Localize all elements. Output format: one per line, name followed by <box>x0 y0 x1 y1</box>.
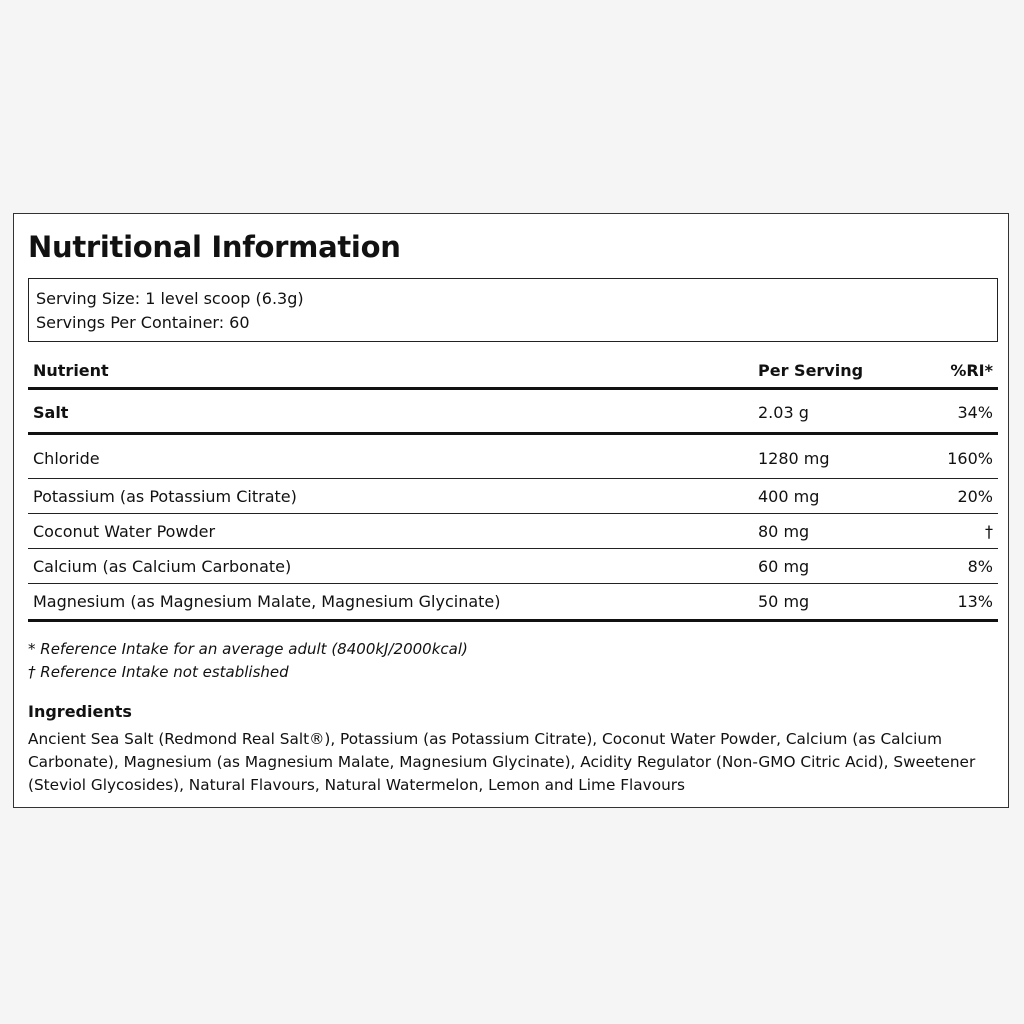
ri-value: 160% <box>947 449 993 468</box>
header-ri: %RI* <box>950 361 993 380</box>
ri-value: † <box>985 522 993 541</box>
page-title: Nutritional Information <box>28 230 401 264</box>
table-row <box>28 435 998 479</box>
nutrient-name: Chloride <box>33 449 100 468</box>
table-header <box>28 352 998 390</box>
header-per-serving: Per Serving <box>758 361 864 380</box>
nutrient-name: Magnesium (as Magnesium Malate, Magnesium Glycinate) <box>33 592 501 611</box>
table-row <box>28 549 998 584</box>
ri-value: 20% <box>957 487 993 506</box>
footnotes <box>28 638 468 684</box>
nutrient-name: Coconut Water Powder <box>33 522 216 541</box>
nutrient-name: Calcium (as Calcium Carbonate) <box>33 557 292 576</box>
nutrition-table <box>28 352 998 622</box>
ingredients-heading: Ingredients <box>28 702 132 721</box>
footnote-not-established: † Reference Intake not established <box>28 663 289 681</box>
table-row <box>28 514 998 549</box>
nutrition-panel <box>13 213 1009 808</box>
per-serving-value: 1280 mg <box>758 449 830 468</box>
header-nutrient: Nutrient <box>33 361 109 380</box>
per-serving-value: 80 mg <box>758 522 810 541</box>
serving-info-box <box>28 278 998 342</box>
ri-value: 34% <box>957 403 993 422</box>
per-serving-value: 50 mg <box>758 592 810 611</box>
per-serving-value: 60 mg <box>758 557 810 576</box>
footnote-ri: * Reference Intake for an average adult (8400kJ/2000kcal) <box>28 640 468 658</box>
table-row <box>28 584 998 622</box>
ingredients-text: Ancient Sea Salt (Redmond Real Salt®), Potassium (as Potassium Citrate), Coconut Water Powder, Calcium (as Calcium Carbonate), Magnesium (as Magnesium Malate, Magnesium Glycinate), Acidity Regulator (Non-GMO Citric Acid), Sweetener (Steviol Glycosides), Natural Flavours, Natural Watermelon, Lemon and Lime Flavours <box>28 730 976 794</box>
ri-value: 13% <box>957 592 993 611</box>
serving-size: Serving Size: 1 level scoop (6.3g) <box>36 289 304 308</box>
ri-value: 8% <box>967 557 993 576</box>
per-serving-value: 2.03 g <box>758 403 809 422</box>
per-serving-value: 400 mg <box>758 487 820 506</box>
table-row <box>28 479 998 514</box>
servings-per-container: Servings Per Container: 60 <box>36 313 250 332</box>
nutrient-name: Salt <box>33 403 69 422</box>
nutrient-name: Potassium (as Potassium Citrate) <box>33 487 297 506</box>
table-row-salt <box>28 390 998 435</box>
